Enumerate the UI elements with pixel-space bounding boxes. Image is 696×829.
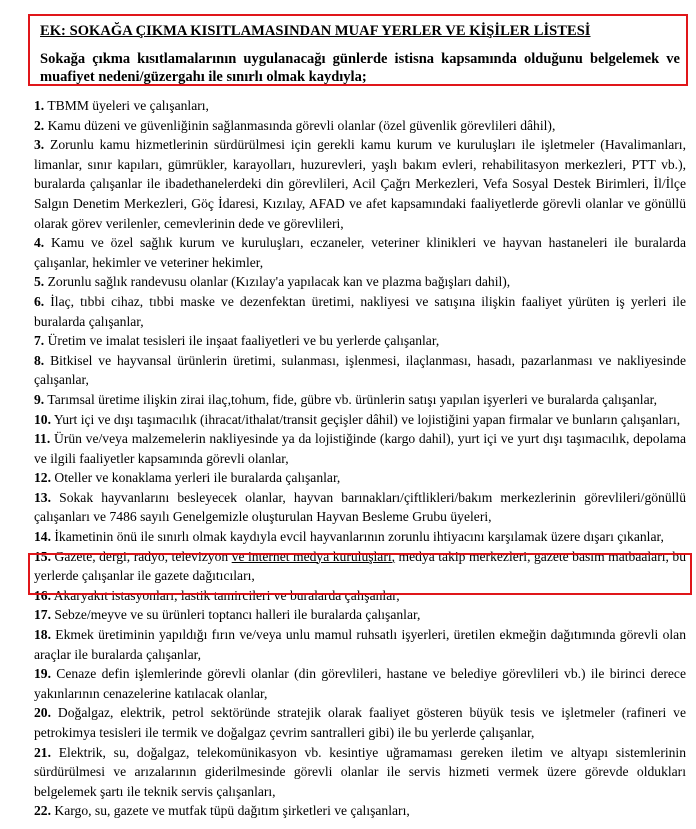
item-text: İkametinin önü ile sınırlı olmak kaydıyla evcil hayvanlarının zorunlu ihtiyacını karşılamak üzere dışarı çıkanlar, xyxy=(54,529,664,545)
item-number: 15. xyxy=(34,548,51,564)
item-number: 12. xyxy=(34,470,51,486)
list-item xyxy=(34,390,686,410)
item-text: Bitkisel ve hayvansal ürünlerin üretimi, sulanması, işlenmesi, ilaçlanması, hasadı, pazarlanması ve nakliyesinde çalışanlar, xyxy=(34,352,686,388)
list-item xyxy=(34,625,686,664)
list-item xyxy=(34,135,686,233)
document-intro: Sokağa çıkma kısıtlamalarının uygulanacağı günlerde istisna kapsamında olduğunu belgelemek ve muafiyet nedeni/güzergahı ile sınırlı olmak kaydıyla; xyxy=(40,51,680,85)
item-text: Kamu ve özel sağlık kurum ve kuruluşları, eczaneler, veteriner klinikleri ve hayvan hastaneleri ile buralarda çalışanlar, hekimler ve veteriner hekimler, xyxy=(34,235,686,270)
item-number: 8. xyxy=(34,352,45,368)
item-number: 9. xyxy=(34,391,45,407)
list-item xyxy=(34,410,686,430)
list-item xyxy=(34,703,686,742)
list-item xyxy=(34,527,686,547)
item-text: Üretim ve imalat tesisleri ile inşaat faaliyetleri ve bu yerlerde çalışanlar, xyxy=(47,333,440,349)
item-text: Ekmek üretiminin yapıldığı fırın ve/veya unlu mamul ruhsatlı işyerleri, üretilen ekmeğin dağıtımında görevli olan araçlar ile buralarda çalışanlar, xyxy=(34,627,686,662)
item-number: 1. xyxy=(34,98,45,113)
item-text: Tarımsal üretime ilişkin zirai ilaç,tohum, fide, gübre vb. ürünlerin satışı yapılan işyerleri ve buralarda çalışanlar, xyxy=(47,391,657,407)
list-item xyxy=(34,233,686,272)
list-item xyxy=(34,116,686,136)
list-item xyxy=(34,272,686,292)
item-number: 20. xyxy=(34,705,51,721)
item-text: Sebze/meyve ve su ürünleri toptancı halleri ile buralarda çalışanlar, xyxy=(54,607,421,623)
list-item xyxy=(34,801,686,821)
item-number: 2. xyxy=(34,117,45,133)
item-number: 21. xyxy=(34,744,51,760)
list-item xyxy=(34,429,686,468)
list-item xyxy=(34,292,686,331)
item-number: 18. xyxy=(34,627,51,643)
item-number: 10. xyxy=(34,411,51,427)
item-text: Zorunlu sağlık randevusu olanlar (Kızılay'a yapılacak kan ve plazma bağışları dahil), xyxy=(47,274,511,290)
item-text: Sokak hayvanlarını besleyecek olanlar, hayvan barınakları/çiftlikleri/bakım merkezlerinin görevlileri/gönüllü çalışanları ve 7486 sayılı Genelgemizle oluşturulan Hayvan Besleme Grubu üyeleri, xyxy=(34,489,686,525)
item-text: Cenaze defin işlemlerinde görevli olanlar (din görevlileri, hastane ve belediye görevlileri vb.) ile birinci derece yakınlarının cenazelerine katılacak olanlar, xyxy=(34,666,686,701)
list-item xyxy=(34,96,686,116)
item-text: Zorunlu kamu hizmetlerinin sürdürülmesi için gerekli kamu kurum ve kuruluşları ile işletmeler (Havalimanları, limanlar, sınır kapıları, gümrükler, karayolları, huzurevleri, yaşlı bakım evleri, rehabilitasyon merkezleri, PTT vb.), buralarda çalışanlar ile ibadethanelerdeki din görevlileri, Acil Çağrı Merkezleri, Vefa Sosyal Destek Birimleri, İl/İlçe Salgın Denetim Merkezleri, Göç İdaresi, Kızılay, AFAD ve afet kapsamındaki faaliyetlerde görevli olanlar ve gönüllü olarak görev verilenler, cemevlerinin dede ve görevlileri, xyxy=(34,137,686,231)
list-item xyxy=(34,488,686,527)
item-text-after: medya takip merkezleri, gazete basım matbaaları, bu yerlerde çalışanlar ile gazete dağıtıcıları, xyxy=(34,548,686,584)
item-15-highlight-box xyxy=(28,553,692,595)
list-item xyxy=(34,743,686,802)
item-text: Yurt içi ve dışı taşımacılık (ihracat/ithalat/transit geçişler dâhil) ve lojistiğini yapan firmalar ve bunların çalışanları, xyxy=(53,411,681,427)
item-number: 11. xyxy=(34,431,51,447)
underlined-text: ve internet medya kuruluşları, xyxy=(231,548,396,564)
item-number: 4. xyxy=(34,235,45,251)
item-number: 22. xyxy=(34,803,51,819)
item-text-before: Gazete, dergi, radyo, televizyon xyxy=(54,548,232,564)
item-number: 13. xyxy=(34,489,51,505)
item-text: Doğalgaz, elektrik, petrol sektöründe stratejik olarak faaliyet gösteren büyük tesis ve işletmeler (rafineri ve petrokimya tesisleri ile termik ve doğalgaz çevrim santralleri gibi) ile bu yerlerde çalışanlar, xyxy=(34,705,686,740)
list-item xyxy=(34,605,686,625)
item-text: Kamu düzeni ve güvenliğinin sağlanmasında görevli olanlar (özel güvenlik görevlileri dâhil), xyxy=(47,117,556,133)
item-text: İlaç, tıbbi cihaz, tıbbi maske ve dezenfektan üretimi, nakliyesi ve satışına ilişkin faaliyet yürüten iş yerleri ile buralarda çalışanlar, xyxy=(34,293,686,329)
item-number: 6. xyxy=(34,293,45,309)
item-number: 7. xyxy=(34,333,45,349)
exempt-list xyxy=(34,96,686,821)
list-item xyxy=(34,664,686,703)
item-text: Ürün ve/veya malzemelerin nakliyesinde ya da lojistiğinde (kargo dahil), yurt içi ve yurt dışı taşımacılık, depolama ve ilgili faaliyetler kapsamında görevli olanlar, xyxy=(34,431,686,466)
item-number: 19. xyxy=(34,666,51,682)
list-item xyxy=(34,331,686,351)
item-text: Kargo, su, gazete ve mutfak tüpü dağıtım şirketleri ve çalışanları, xyxy=(54,803,410,819)
list-item xyxy=(34,351,686,390)
item-text: Elektrik, su, doğalgaz, telekomünikasyon vb. kesintiye uğramaması gereken iletim ve altyapı sistemlerinin sürdürülmesi ve arızalarının giderilmesinde görevli olanlar ile servis hizmeti vermek üzere görevde oldukları belgelemek şartı ile teknik servis çalışanları, xyxy=(34,744,686,799)
item-text: Oteller ve konaklama yerleri ile buralarda çalışanlar, xyxy=(54,470,341,486)
item-number: 17. xyxy=(34,607,51,623)
item-number: 16. xyxy=(34,587,51,603)
list-item xyxy=(34,468,686,488)
item-text: TBMM üyeleri ve çalışanları, xyxy=(47,98,209,113)
item-number: 3. xyxy=(34,137,45,153)
item-text: Akaryakıt istasyonları, lastik tamircileri ve buralarda çalışanlar, xyxy=(53,587,400,603)
document-title: EK: SOKAĞA ÇIKMA KISITLAMASINDAN MUAF YERLER VE KİŞİLER LİSTESİ xyxy=(40,23,591,39)
item-number: 5. xyxy=(34,274,45,290)
item-number: 14. xyxy=(34,529,51,545)
